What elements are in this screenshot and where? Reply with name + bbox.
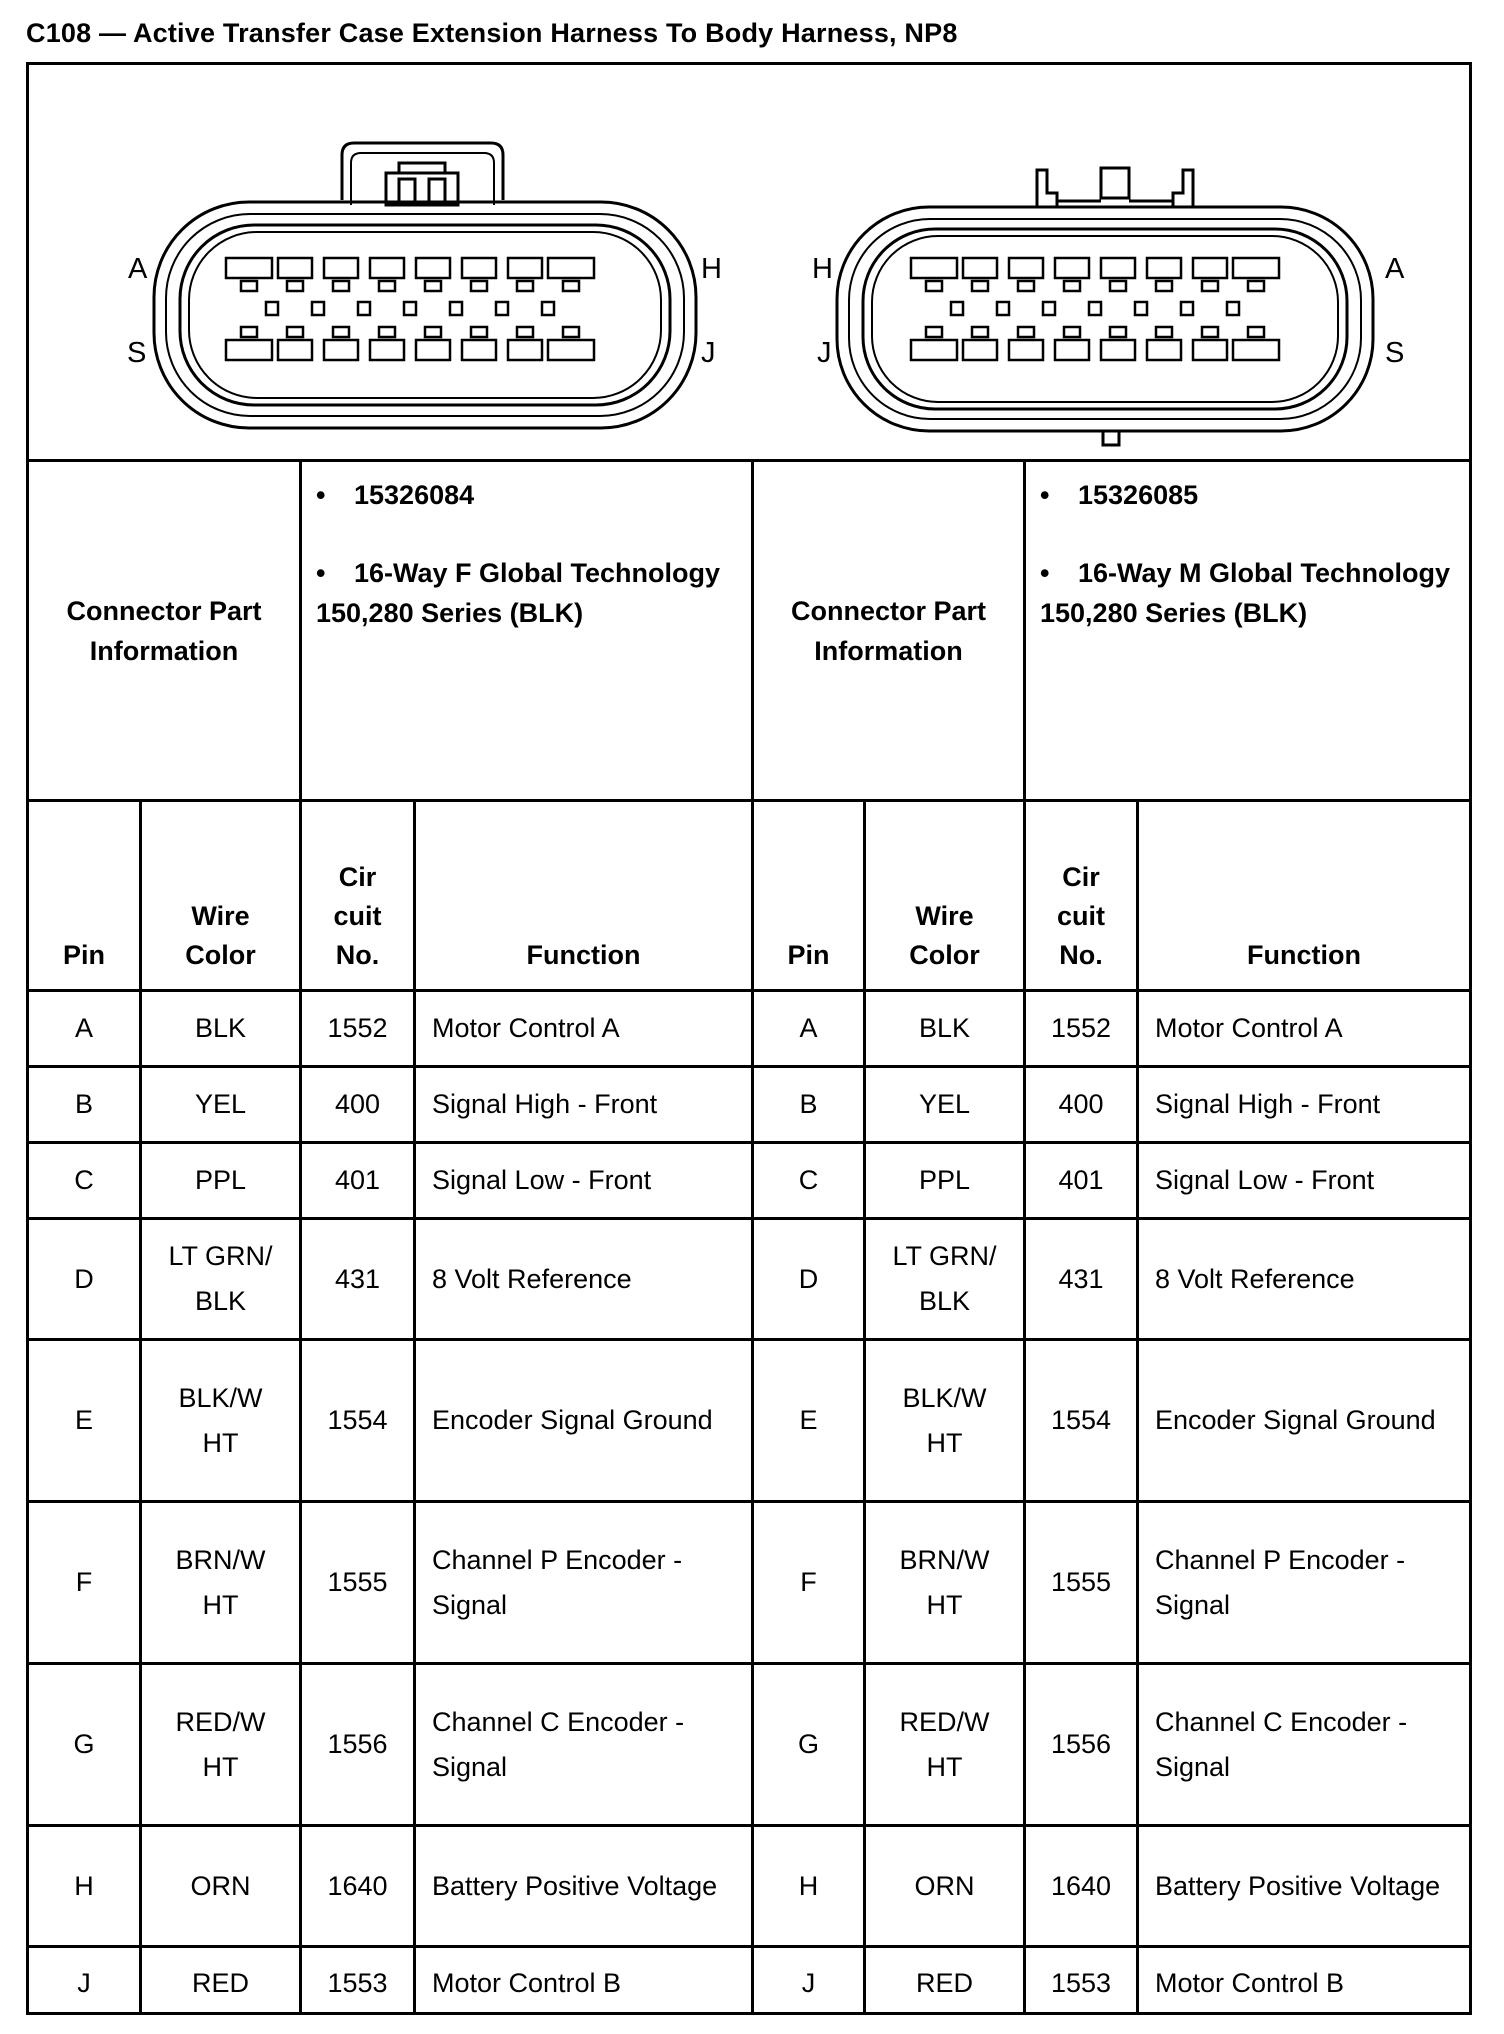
pin-latch <box>563 281 579 291</box>
function-cell: Battery Positive Voltage <box>432 1870 718 1901</box>
pin-cavity <box>508 258 542 278</box>
function-cell: 8 Volt Reference <box>432 1263 632 1294</box>
female-pin-cavities <box>226 258 594 360</box>
function-cell: Channel P Encoder - Signal <box>432 1544 683 1620</box>
circuit-number-cell: 1556 <box>1050 1729 1112 1759</box>
pin-cell: A <box>799 1013 818 1043</box>
part-number: 15326085 <box>1078 480 1199 510</box>
pin-cavity <box>278 340 312 360</box>
pin-latch <box>471 281 487 291</box>
pin-key <box>404 302 416 315</box>
header-pin: Pin <box>787 940 830 970</box>
circuit-number-cell: 1556 <box>327 1729 388 1759</box>
connector-table <box>26 62 1472 2015</box>
pin-latch <box>1202 327 1218 337</box>
male-pin-cavities <box>911 258 1279 360</box>
circuit-number-cell: 1553 <box>1050 1967 1112 1998</box>
pin-cavity <box>1233 340 1279 360</box>
pin-key <box>997 302 1009 315</box>
pin-key <box>450 302 462 315</box>
circuit-number-cell: 1554 <box>327 1405 388 1435</box>
pin-latch <box>517 327 533 337</box>
pin-key <box>1043 302 1055 315</box>
left-label-top-right: H <box>701 253 722 285</box>
pin-cell: H <box>798 1870 819 1901</box>
wire-color-cell: RED <box>191 1967 249 1998</box>
connector-drawings <box>29 65 1469 459</box>
pin-cell: D <box>74 1263 94 1294</box>
pin-key <box>1181 302 1193 315</box>
circuit-number-cell: 431 <box>334 1263 381 1294</box>
pin-cavity <box>416 258 450 278</box>
wire-color-cell: BRN/W HT <box>899 1544 990 1620</box>
function-cell: Motor Control B <box>432 1967 622 1998</box>
wire-color-cell: PPL <box>194 1165 247 1195</box>
pin-latch <box>425 327 441 337</box>
pin-key <box>542 302 554 315</box>
pin-latch <box>926 281 942 291</box>
function-cell: Signal Low - Front <box>432 1165 652 1195</box>
function-cell: Encoder Signal Ground <box>1155 1405 1436 1435</box>
function-cell: Motor Control B <box>1155 1967 1345 1998</box>
pin-cell: G <box>797 1729 819 1759</box>
pin-key <box>266 302 278 315</box>
pin-cell: F <box>75 1567 93 1597</box>
wire-color-cell: PPL <box>918 1165 971 1195</box>
pin-key <box>951 302 963 315</box>
circuit-number-cell: 1640 <box>1050 1870 1112 1901</box>
header-circuit: Cir cuit No. <box>333 862 382 970</box>
pin-latch <box>241 281 257 291</box>
pin-cell: B <box>74 1089 93 1119</box>
pin-cavity <box>1147 340 1181 360</box>
pin-latch <box>471 327 487 337</box>
connector-part-info-left: • 15326084 • 16-Way F Global Technology 150,280 Series (BLK) <box>316 480 721 628</box>
wire-color-cell: LT GRN/ BLK <box>892 1241 997 1316</box>
function-cell: Signal High - Front <box>432 1089 658 1119</box>
pin-cavity <box>324 340 358 360</box>
circuit-number-cell: 400 <box>1058 1089 1104 1119</box>
circuit-number-cell: 401 <box>1058 1165 1104 1195</box>
pin-latch <box>287 327 303 337</box>
pin-cavity <box>1193 258 1227 278</box>
left-label-bottom-right: J <box>701 337 716 369</box>
pin-latch <box>287 281 303 291</box>
function-cell: Motor Control A <box>432 1013 620 1043</box>
pin-cavity <box>462 340 496 360</box>
connector-part-info-right: • 15326085 • 16-Way M Global Technology 150,280 Series (BLK) <box>1040 480 1451 628</box>
pin-cell: A <box>74 1013 93 1043</box>
wire-color-cell: YEL <box>194 1089 247 1119</box>
pin-cavity <box>911 340 957 360</box>
function-cell: 8 Volt Reference <box>1155 1263 1355 1294</box>
header-function: Function <box>526 940 641 970</box>
pin-key <box>358 302 370 315</box>
wire-color-cell: BLK/W HT <box>902 1382 987 1458</box>
pin-latch <box>972 281 988 291</box>
pin-latch <box>1018 327 1034 337</box>
function-cell: Channel C Encoder - Signal <box>432 1706 685 1782</box>
header-wire-color: Wire Color <box>185 901 256 970</box>
pin-cavity <box>278 258 312 278</box>
pin-latch <box>379 327 395 337</box>
pin-cavity <box>1101 258 1135 278</box>
pin-cavity <box>370 340 404 360</box>
wire-color-cell: YEL <box>918 1089 971 1119</box>
pin-cell: H <box>74 1870 94 1901</box>
part-description: 16-Way M Global Technology 150,280 Series (BLK) <box>1040 558 1451 628</box>
pin-latch <box>1202 281 1218 291</box>
pin-latch <box>1018 281 1034 291</box>
pin-cavity <box>1193 340 1227 360</box>
pin-cavity <box>1009 258 1043 278</box>
right-label-top-right: A <box>1385 253 1405 285</box>
wire-color-cell: LT GRN/ BLK <box>168 1241 273 1316</box>
pin-latch <box>379 281 395 291</box>
left-label-bottom-left: S <box>127 337 147 369</box>
pin-cavity <box>1055 340 1089 360</box>
pin-cell: J <box>77 1967 91 1998</box>
circuit-number-cell: 1555 <box>327 1567 388 1597</box>
pin-cell: G <box>73 1729 95 1759</box>
part-number: 15326084 <box>354 480 475 510</box>
function-cell: Encoder Signal Ground <box>432 1405 713 1435</box>
pin-cavity <box>416 340 450 360</box>
pin-key <box>1089 302 1101 315</box>
wire-color-cell: ORN <box>190 1870 251 1901</box>
pin-latch <box>1064 281 1080 291</box>
header-function: Function <box>1247 940 1361 970</box>
pin-latch <box>1156 327 1172 337</box>
pin-cell: B <box>799 1089 818 1119</box>
circuit-number-cell: 431 <box>1058 1263 1104 1294</box>
wire-color-cell: BLK <box>918 1013 971 1043</box>
function-cell: Channel C Encoder - Signal <box>1155 1706 1408 1782</box>
page-title: C108 — Active Transfer Case Extension Harness To Body Harness, NP8 <box>26 18 958 48</box>
header-circuit: Cir cuit No. <box>1056 862 1105 970</box>
pin-latch <box>1248 281 1264 291</box>
function-cell: Signal Low - Front <box>1155 1165 1375 1195</box>
connector-part-info-label-left: Connector Part Information <box>66 595 262 666</box>
pin-cell: J <box>801 1967 816 1998</box>
pin-latch <box>517 281 533 291</box>
pin-latch <box>1110 281 1126 291</box>
wire-color-cell: RED/W HT <box>899 1706 990 1782</box>
male-connector-drawing <box>837 168 1373 445</box>
wire-color-cell: BLK <box>194 1013 247 1043</box>
right-label-bottom-left: J <box>817 337 832 369</box>
pin-cell: E <box>799 1405 818 1435</box>
pin-key <box>1227 302 1239 315</box>
wire-color-cell: RED <box>915 1967 973 1998</box>
pin-cavity <box>1101 340 1135 360</box>
pin-cavity <box>226 258 272 278</box>
pin-latch <box>241 327 257 337</box>
pin-latch <box>333 281 349 291</box>
connector-diagram <box>29 65 1469 462</box>
pin-cell: F <box>800 1567 817 1597</box>
pin-latch <box>926 327 942 337</box>
circuit-number-cell: 400 <box>334 1089 381 1119</box>
circuit-number-cell: 401 <box>334 1165 381 1195</box>
pin-cavity <box>226 340 272 360</box>
right-label-top-left: H <box>812 253 833 285</box>
wire-color-cell: BLK/W HT <box>178 1382 263 1458</box>
connector-part-info-label-right: Connector Part Information <box>790 595 987 666</box>
pin-latch <box>1064 327 1080 337</box>
header-pin: Pin <box>62 940 105 970</box>
pin-cavity <box>1233 258 1279 278</box>
function-cell: Motor Control A <box>1155 1013 1343 1043</box>
pin-cell: E <box>74 1405 93 1435</box>
circuit-number-cell: 1553 <box>327 1967 388 1998</box>
circuit-number-cell: 1555 <box>1050 1567 1112 1597</box>
pin-cell: C <box>74 1165 94 1195</box>
wire-color-cell: BRN/W HT <box>175 1544 266 1620</box>
circuit-number-cell: 1554 <box>1050 1405 1112 1435</box>
wire-color-cell: RED/W HT <box>175 1706 266 1782</box>
circuit-number-cell: 1552 <box>1050 1013 1112 1043</box>
pin-key <box>312 302 324 315</box>
pin-latch <box>333 327 349 337</box>
pin-key <box>496 302 508 315</box>
pin-cavity <box>1147 258 1181 278</box>
circuit-number-cell: 1640 <box>327 1870 388 1901</box>
pin-cavity <box>462 258 496 278</box>
pin-cavity <box>911 258 957 278</box>
header-wire-color: Wire Color <box>909 901 980 970</box>
pin-latch <box>972 327 988 337</box>
pin-latch <box>563 327 579 337</box>
pin-cavity <box>1055 258 1089 278</box>
pin-cavity <box>370 258 404 278</box>
pin-cavity <box>548 258 594 278</box>
pin-key <box>1135 302 1147 315</box>
pin-latch <box>425 281 441 291</box>
right-label-bottom-right: S <box>1385 337 1405 369</box>
circuit-number-cell: 1552 <box>327 1013 388 1043</box>
left-label-top-left: A <box>128 253 148 285</box>
function-cell: Battery Positive Voltage <box>1155 1870 1441 1901</box>
pin-latch <box>1248 327 1264 337</box>
pin-cavity <box>324 258 358 278</box>
function-cell: Channel P Encoder - Signal <box>1155 1544 1406 1620</box>
pin-cavity <box>1009 340 1043 360</box>
part-description: 16-Way F Global Technology 150,280 Series (BLK) <box>316 558 721 628</box>
pin-latch <box>1110 327 1126 337</box>
wire-color-cell: ORN <box>914 1870 975 1901</box>
pin-cavity <box>963 258 997 278</box>
pin-cell: C <box>798 1165 819 1195</box>
pin-latch <box>1156 281 1172 291</box>
pin-cell: D <box>798 1263 819 1294</box>
function-cell: Signal High - Front <box>1155 1089 1381 1119</box>
pin-cavity <box>508 340 542 360</box>
pin-cavity <box>548 340 594 360</box>
pin-cavity <box>963 340 997 360</box>
